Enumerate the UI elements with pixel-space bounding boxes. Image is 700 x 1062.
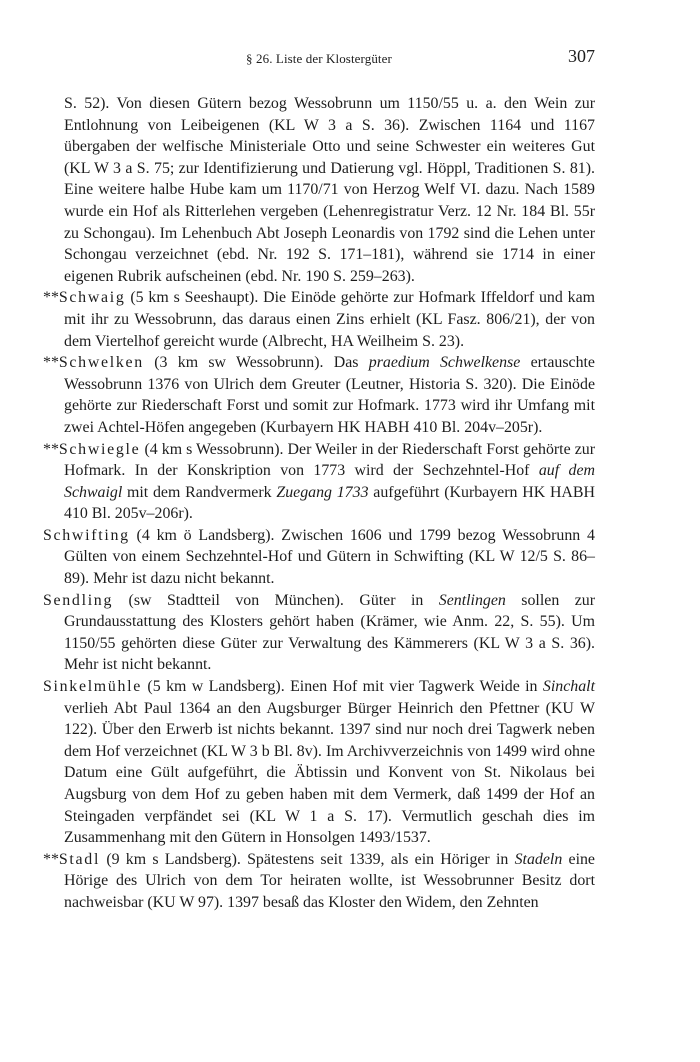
entry-lemma: Schwelken — [58, 354, 144, 372]
entry-body: (3 km sw Wessobrunn). Das — [143, 354, 369, 372]
entry-schwifting — [43, 525, 595, 590]
main-text — [43, 93, 595, 914]
entry-body: (9 km s Landsberg). Spätestens seit 1339, als ein Höriger in — [100, 850, 515, 868]
entry-body: S. 52). Von diesen Gütern bezog Wessobrunn um 1150/55 u. a. den Wein zur Entlohnung von Leibeigenen (KL W 3 a S. 36). Zwischen 1164 und 1167 übergaben der welfische Ministeriale Otto und seine Schwester ein weiteres Gut (KL W 3 a S. 75; zur Identifizierung und Datierung vgl. Höppl, Traditionen S. 81). Eine weitere halbe Hube kam um 1170/71 von Herzog Welf VI. dazu. Nach 1589 wurde ein Hof als Ritterlehen vergeben (Lehenregistratur Verz. 12 Nr. 184 Bl. 55r zu Schongau). Im Lehenbuch Abt Joseph Leonardis von 1792 sind die Lehen unter Schongau verzeichnet (ebd. Nr. 192 S. 171–181), während sie 1714 in einer eigenen Rubrik aufscheinen (ebd. Nr. 190 S. 259–263). — [64, 95, 595, 285]
entry-lemma: Sendling — [43, 591, 114, 609]
entry-stadl — [43, 849, 595, 914]
entry-body: verlieh Abt Paul 1364 an den Augsburger Bürger Heinrich den Pfettner (KU W 122). Über den Erwerb ist nichts bekannt. 1397 sind nur noch drei Tagwerk neben dem Hof verzeichnet (KL W 3 b Bl. 8v). Im Archivverzeichnis von 1499 wird ohne Datum eine Gült aufgeführt, die Äbtissin und Konvent von St. Nikolaus bei Augsburg von dem Hof zu geben haben mit dem Vermerk, daß 1499 der Hof an Steingaden verpfändet sei (KL W 1 a S. 17). Vermutlich geschah dies im Zusammenhang mit den Gütern in Honsolgen 1493/1537. — [64, 699, 595, 847]
entry-marker: ** — [43, 289, 59, 307]
entry-italic: auf dem Schwaigl — [64, 462, 595, 501]
entry-body: (5 km w Landsberg). Einen Hof mit vier Tagwerk Weide in — [142, 678, 543, 696]
entry-lemma: Schwaig — [58, 289, 126, 307]
entry-sinkelmuehle — [43, 676, 595, 849]
page-number: 307 — [568, 46, 595, 66]
entry-body: (4 km ö Landsberg). Zwischen 1606 und 1799 bezog Wessobrunn 4 Gülten von einem Sechzehntel-Hof und Gütern in Schwifting (KL W 12/5 S. 86–89). Mehr ist dazu nicht bekannt. — [64, 526, 595, 588]
entry-lemma: Sinkelmühle — [43, 678, 143, 696]
entry-continuation — [43, 93, 595, 287]
entry-marker: ** — [43, 850, 59, 868]
running-head — [43, 44, 595, 70]
entry-sendling — [43, 590, 595, 676]
entry-italic: Sinchalt — [542, 678, 595, 696]
entry-schwelken — [43, 352, 595, 438]
entry-italic: Stadeln — [514, 850, 563, 868]
entry-schwiegle — [43, 439, 595, 525]
entry-marker: ** — [43, 354, 59, 372]
entry-lemma: Schwifting — [43, 526, 130, 544]
entry-lemma: Schwiegle — [58, 440, 141, 458]
entry-body: mit dem Randvermerk — [122, 483, 277, 501]
entry-body: aufgeführt (Kurbayern HK HABH 410 Bl. 205v–206r). — [64, 483, 595, 523]
entry-marker: ** — [43, 440, 59, 458]
entry-schwaig — [43, 287, 595, 352]
entry-italic: Zuegang 1733 — [276, 483, 369, 501]
entry-body: sollen zur Grundausstattung des Klosters gehört haben (Krämer, wie Anm. 22, S. 55). Um 1150/55 gehörten diese Güter zur Verwaltung des Kämmerers (KL W 3 a S. 36). Mehr ist nicht bekannt. — [64, 591, 595, 674]
entry-italic: Sentlingen — [438, 591, 506, 609]
entry-lemma: Stadl — [58, 850, 101, 868]
entry-italic: praedium Schwelkense — [368, 354, 521, 372]
entry-body: (4 km s Wessobrunn). Der Weiler in der Riederschaft Forst gehörte zur Hofmark. In der Konskription von 1773 wird der Sechzehntel-Hof — [64, 440, 595, 480]
entry-body: ertauschte Wessobrunn 1376 von Ulrich dem Greuter (Leutner, Historia S. 320). Die Einöde gehörte zur Riederschaft Forst und somit zur Hofmark. 1773 wird ihr Umfang mit zwei Achtel-Höfen angegeben (Kurbayern HK HABH 410 Bl. 204v–205r). — [64, 354, 595, 436]
entry-body: (sw Stadtteil von München). Güter in — [113, 591, 439, 609]
running-title: § 26. Liste der Klostergüter — [246, 51, 392, 66]
entry-body: eine Hörige des Ulrich von dem Tor heiraten wollte, ist Wessobrunner Besitz dort nachweisbar (KU W 97). 1397 besaß das Kloster den Widem, den Zehnten — [64, 850, 595, 911]
entry-body: (5 km s Seeshaupt). Die Einöde gehörte zur Hofmark Iffeldorf und kam mit ihr zu Wessobrunn, das daraus einen Zins erhielt (KL Fasz. 806/21), der von dem Viertelhof gereicht wurde (Albrecht, HA Weilheim S. 23). — [64, 289, 595, 350]
